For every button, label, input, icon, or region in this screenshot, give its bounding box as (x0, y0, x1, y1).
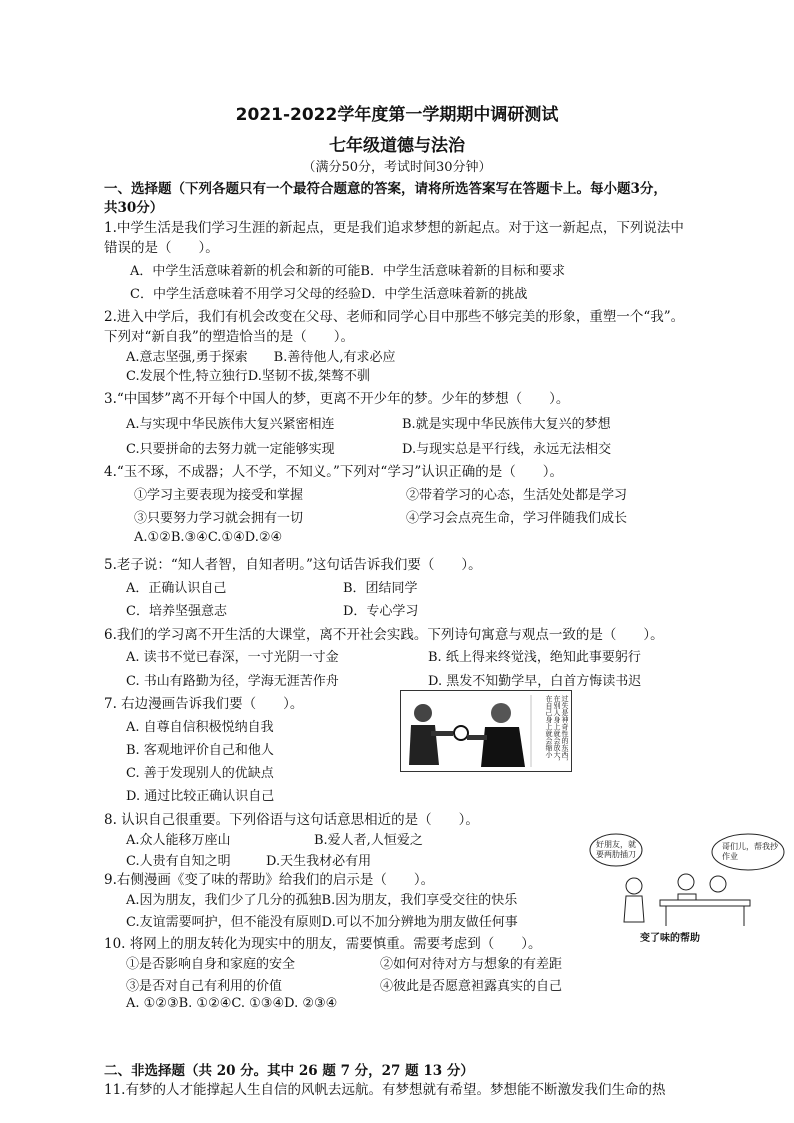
q10-statement-2: ②如何对待对方与想象的有差距 (380, 957, 563, 972)
q10-statement-1: ①是否影响自身和家庭的安全 (126, 957, 296, 972)
q6-option-b: B. 纸上得来终觉浅，绝知此事要躬行 (428, 650, 641, 665)
q2-options-ab: A.意志坚强,勇于探索 B.善待他人,有求必应 (126, 350, 396, 365)
q2-options-cd: C.发展个性,特立独行D.坚韧不拔,桀骜不驯 (126, 369, 370, 384)
q4-statement-1: ①学习主要表现为接受和掌握 (134, 488, 304, 503)
q5-option-b: B．团结同学 (343, 581, 418, 596)
exam-info: （满分50分，考试时间30分钟） (302, 160, 492, 175)
q8-stem: 8. 认识自己很重要。下列俗语与这句话意思相近的是（ ）。 (104, 812, 479, 828)
q9-cartoon-caption: 变了味的帮助 (640, 933, 700, 944)
exam-title: 2021-2022学年度第一学期期中调研测试 (235, 105, 559, 125)
q9-options-ab: A.因为朋友，我们少了几分的孤独B.因为朋友，我们享受交往的快乐 (126, 893, 518, 908)
q5-option-d: D．专心学习 (343, 604, 419, 619)
q7-cartoon (400, 690, 572, 772)
q3-option-b: B.就是实现中华民族伟大复兴的梦想 (402, 417, 611, 432)
q9-stem: 9.右侧漫画《变了味的帮助》给我们的启示是（ ）。 (104, 872, 435, 888)
q6-option-a: A. 读书不觉已春深，一寸光阴一寸金 (126, 650, 339, 665)
q8-option-d: D.天生我材必有用 (266, 854, 372, 869)
q8-option-a: A.众人能移万座山 (126, 833, 231, 848)
q4-statement-4: ④学习会点亮生命，学习伴随我们成长 (406, 511, 628, 526)
q7-option-c: C. 善于发现别人的优缺点 (126, 766, 274, 781)
q4-statement-2: ②带着学习的心态，生活处处都是学习 (406, 488, 628, 503)
q7-cartoon-caption: 过失是神奇性的东西，在别人身上就会放大，在自己身上就会缩小 (545, 695, 569, 765)
q7-option-d: D. 通过比较正确认识自己 (126, 789, 275, 804)
q2-stem: 2.进入中学后，我们有机会改变在父母、老师和同学心目中那些不够完美的形象，重塑一个“我”。 (104, 309, 685, 325)
section2-title: 二、非选择题（共 20 分。其中 26 题 7 分，27 题 13 分） (104, 1063, 474, 1079)
q5-stem: 5.老子说：“知人者智，自知者明。”这句话告诉我们要（ ）。 (104, 557, 482, 573)
q6-stem: 6.我们的学习离不开生活的大课堂，离不开社会实践。下列诗句寓意与观点一致的是（ ）。 (104, 627, 664, 643)
q10-stem: 10. 将网上的朋友转化为现实中的朋友，需要慎重。需要考虑到（ ）。 (104, 936, 542, 952)
q4-statement-3: ③只要努力学习就会拥有一切 (134, 511, 304, 526)
q8-option-b: B.爱人者,人恒爱之 (314, 833, 423, 848)
q3-option-c: C.只要拼命的去努力就一定能够实现 (126, 442, 335, 457)
q5-option-c: C．培养坚强意志 (126, 604, 227, 619)
q4-options: A.①②B.③④C.①④D.②④ (134, 530, 283, 545)
q8-option-c: C.人贵有自知之明 (126, 854, 231, 869)
q10-options: A. ①②③B. ①②④C. ①③④D. ②③④ (126, 996, 338, 1011)
q4-stem: 4.“玉不琢，不成器；人不学，不知义。”下列对“学习”认识正确的是（ ）。 (104, 464, 563, 480)
q7-option-b: B. 客观地评价自己和他人 (126, 743, 274, 758)
q6-option-d: D. 黑发不知勤学早，白首方悔读书迟 (428, 674, 642, 689)
q3-option-a: A.与实现中华民族伟大复兴紧密相连 (126, 417, 335, 432)
q5-option-a: A．正确认识自己 (126, 581, 227, 596)
q10-statement-3: ③是否对自己有利用的价值 (126, 979, 283, 994)
q1-stem-cont: 错误的是（ ）。 (104, 240, 219, 256)
q3-stem: 3.“中国梦”离不开每个中国人的梦，更离不开少年的梦。少年的梦想（ ）。 (104, 391, 570, 407)
section1-title: 一、选择题（下列各题只有一个最符合题意的答案，请将所选答案写在答题卡上。每小题3分， (104, 181, 667, 197)
q9-cartoon (588, 830, 788, 948)
q9-options-cd: C.友谊需要呵护，但不能没有原则D.可以不加分辨地为朋友做任何事 (126, 915, 518, 930)
q9-bubble-left: 好朋友，就要两肋插刀 (596, 840, 636, 859)
exam-subject: 七年级道德与法治 (329, 136, 465, 156)
q3-option-d: D.与现实总是平行线，永远无法相交 (402, 442, 612, 457)
q6-option-c: C. 书山有路勤为径，学海无涯苦作舟 (126, 674, 339, 689)
q1-options-ab: A．中学生活意味着新的机会和新的可能B．中学生活意味着新的目标和要求 (130, 264, 565, 279)
q9-bubble-right: 哥们儿，帮我抄作业 (722, 842, 778, 861)
q10-statement-4: ④彼此是否愿意袒露真实的自己 (380, 979, 563, 994)
q1-stem: 1.中学生活是我们学习生涯的新起点，更是我们追求梦想的新起点。对于这一新起点，下列说法中 (104, 220, 684, 236)
q1-options-cd: C．中学生活意味着不用学习父母的经验D．中学生活意味着新的挑战 (130, 287, 528, 302)
q11-stem: 11.有梦的人才能撑起人生自信的风帆去远航。有梦想就有希望。梦想能不断激发我们生命的热 (104, 1082, 666, 1098)
section1-title-cont: 共30分） (104, 200, 164, 216)
q7-stem: 7. 右边漫画告诉我们要（ ）。 (104, 696, 304, 712)
q7-option-a: A. 自尊自信积极悦纳自我 (126, 720, 274, 735)
q2-stem-cont: 下列对“新自我”的塑造恰当的是（ ）。 (104, 329, 355, 345)
